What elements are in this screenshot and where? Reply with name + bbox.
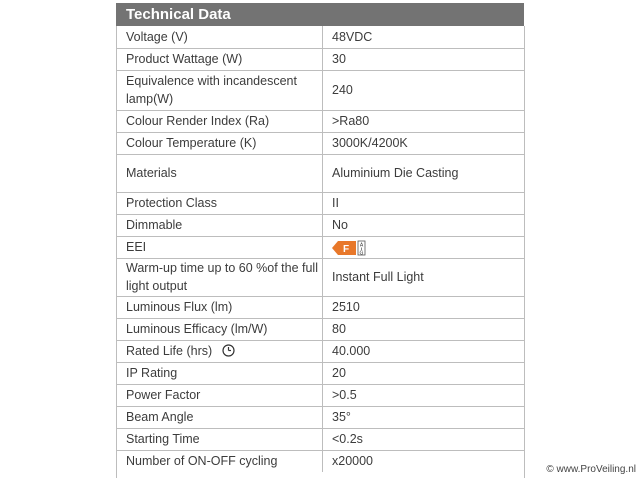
table-row <box>116 214 525 236</box>
row-value: 48VDC <box>323 26 526 48</box>
table-row <box>116 236 525 258</box>
watermark-text: © www.ProVeiling.nl <box>546 464 636 475</box>
row-value: 35° <box>323 406 526 428</box>
table-row <box>116 26 525 48</box>
row-value: 2510 <box>323 296 526 318</box>
clock-icon <box>222 344 235 357</box>
row-label: EEI <box>116 236 323 258</box>
row-label: Dimmable <box>116 214 323 236</box>
energy-class-letter: F <box>342 243 350 255</box>
table-row <box>116 406 525 428</box>
row-label: Voltage (V) <box>116 26 323 48</box>
row-value: 240 <box>323 70 526 110</box>
rated-life-label-cell <box>116 340 323 362</box>
technical-data-sheet <box>116 0 525 480</box>
eei-cell <box>323 236 526 258</box>
table-row <box>116 192 525 214</box>
row-label: Beam Angle <box>116 406 323 428</box>
table-row <box>116 132 525 154</box>
spec-table <box>116 26 525 472</box>
row-value: Aluminium Die Casting <box>323 154 526 192</box>
row-label: IP Rating <box>116 362 323 384</box>
row-label: Rated Life (hrs) <box>126 344 213 358</box>
row-value: >Ra80 <box>323 110 526 132</box>
table-row <box>116 318 525 340</box>
row-value: x20000 <box>332 454 374 469</box>
row-label: Number of ON-OFF cycling <box>116 450 323 472</box>
row-value: No <box>323 214 526 236</box>
row-value: 3000K/4200K <box>323 132 526 154</box>
row-value: 30 <box>323 48 526 70</box>
table-row <box>116 258 525 296</box>
table-row <box>116 362 525 384</box>
row-label: Materials <box>116 154 323 192</box>
row-label: Colour Render Index (Ra) <box>116 110 323 132</box>
table-row <box>116 154 525 192</box>
energy-scale-bottom: G <box>359 250 364 256</box>
row-label: Luminous Flux (lm) <box>116 296 323 318</box>
energy-label-badge-icon <box>332 240 372 256</box>
table-row <box>116 384 525 406</box>
table-row <box>116 450 525 472</box>
row-label: Luminous Efficacy (lm/W) <box>116 318 323 340</box>
row-value: >0.5 <box>323 384 526 406</box>
row-value: 20 <box>323 362 526 384</box>
row-value: 80 <box>323 318 526 340</box>
table-row <box>116 296 525 318</box>
row-value: Instant Full Light <box>323 258 526 296</box>
row-label: Colour Temperature (K) <box>116 132 323 154</box>
section-title: Technical Data <box>116 3 524 26</box>
table-row <box>116 340 525 362</box>
energy-scale-top: A <box>359 242 364 249</box>
row-label: Equivalence with incandescent lamp(W) <box>116 70 323 110</box>
row-label: Warm-up time up to 60 %of the full light output <box>116 258 323 296</box>
row-label: Power Factor <box>116 384 323 406</box>
row-value: 40.000 <box>323 340 526 362</box>
table-row <box>116 70 525 110</box>
row-value: II <box>323 192 526 214</box>
row-label: Starting Time <box>116 428 323 450</box>
table-row <box>116 110 525 132</box>
row-label: Product Wattage (W) <box>116 48 323 70</box>
table-row <box>116 428 525 450</box>
table-row <box>116 48 525 70</box>
row-value: <0.2s <box>323 428 526 450</box>
row-label: Protection Class <box>116 192 323 214</box>
